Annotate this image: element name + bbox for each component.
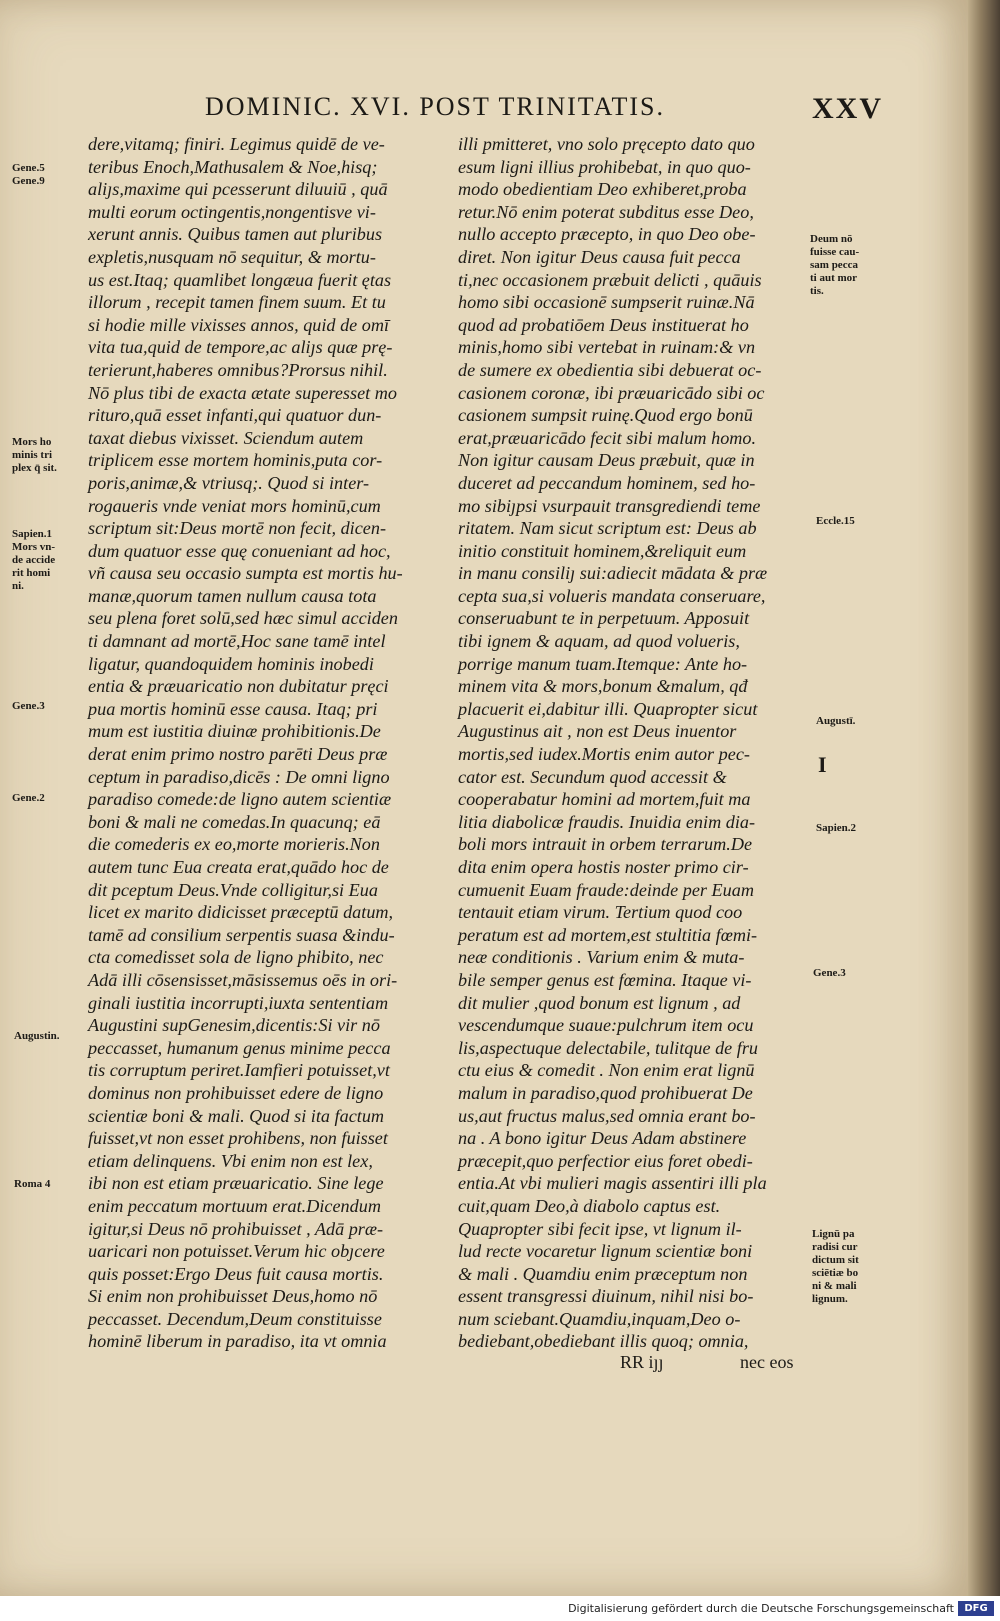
text-line: minem vita & mors,bonum &malum, qđ (458, 676, 748, 697)
text-line: retur.Nō enim poterat subditus esse Deo, (458, 201, 754, 222)
text-line: bediebant,obediebant illis quoq; omnia, (458, 1331, 749, 1352)
text-line: manæ,quorum tamen nullum causa tota (88, 585, 377, 606)
text-line: ti damnant ad mortē,Hoc sane tamē intel (88, 631, 386, 652)
text-line: dum quatuor esse quę conueniant ad hoc, (88, 540, 391, 561)
running-head: DOMINIC. XVI. POST TRINITATIS. (205, 92, 665, 121)
text-line: bile semper genus est fœmina. Itaque vi- (458, 969, 752, 990)
text-line: ceptum in paradiso,dicēs : De omni ligno (88, 766, 390, 787)
text-line: fuisset,vt non esset prohibens, non fuisset (88, 1128, 388, 1149)
margin-note-line: Gene.3 (12, 700, 45, 712)
text-line: peratum est ad mortem,est stultitia fœmi- (458, 924, 758, 945)
text-line: scriptum sit:Deus mortē non fecit, dicen- (88, 518, 387, 539)
margin-note (812, 1228, 859, 1306)
margin-note (816, 822, 856, 835)
margin-note-line: de accide (12, 554, 56, 566)
text-line: seu plena foret solū,sed hæc simul acciden (88, 608, 398, 629)
text-line: peccasset. Decendum,Deum constituisse (88, 1308, 382, 1329)
margin-note (12, 528, 55, 593)
text-line: nullo accepto præcepto, in quo Deo obe- (458, 224, 756, 245)
margin-note-line: fuisse cau- (810, 246, 860, 258)
margin-note (816, 715, 855, 728)
margin-note (14, 1178, 50, 1191)
text-line: ti,nec occasionem præbuit delicti , quāuis (458, 269, 762, 290)
text-line: lis,aspectuque delectabile, tulitque de fru (458, 1037, 759, 1058)
text-line: cumuenit Euam fraude:deinde per Euam (458, 879, 754, 900)
text-line: taxat diebus vixisset. Sciendum autem (88, 427, 364, 448)
margin-note-line: Mors vn- (12, 541, 56, 553)
text-line: teribus Enoch,Mathusalem & Noe,hisq; (88, 156, 378, 177)
text-line: Non igitur causam Deus præbuit, quæ in (458, 450, 755, 471)
text-line: entia & præuaricatio non dubitatur pręci (88, 676, 389, 697)
margin-note-line: Mors ho (12, 436, 52, 448)
footer-credit: Digitalisierung gefördert durch die Deutsche Forschungsgemeinschaft (568, 1602, 954, 1615)
text-line: ritatem. Nam sicut scriptum est: Deus ab (458, 518, 757, 539)
text-line: si hodie mille vixisses annos, quid de omī (88, 314, 390, 335)
text-line: Augustinus ait , non est Deus inuentor (458, 721, 737, 742)
text-line: illorum , recepit tamen finem suum. Et tu (88, 292, 386, 313)
text-line: erat,præuaricādo fecit sibi malum homo. (458, 427, 757, 448)
margin-note-line: ti aut mor (810, 272, 858, 284)
text-line: paradiso comede:de ligno autem scientiæ (88, 789, 392, 810)
text-line: tamē ad consilium serpentis suasa &indu- (88, 924, 395, 945)
margin-note-line: ni. (12, 580, 24, 592)
text-line: mortis,sed iudex.Mortis enim autor pec- (458, 744, 750, 765)
text-line: autem tunc Eua creata erat,quādo hoc de (88, 857, 389, 877)
text-line: rituro,quā esset infanti,qui quatuor dun- (88, 405, 382, 426)
text-line: hominē liberum in paradiso, ita vt omnia (88, 1331, 387, 1352)
margin-note (12, 792, 45, 805)
margin-note (813, 967, 846, 980)
text-line: Adā illi cōsensisset,māsissemus oēs in ori- (88, 969, 398, 990)
right-text-column (458, 133, 808, 1353)
text-line: xerunt annis. Quibus tamen aut pluribus (88, 224, 383, 245)
margin-note (14, 1030, 60, 1043)
dfg-logo: DFG (958, 1601, 994, 1616)
text-line: conseruabunt te in perpetuum. Apposuit (458, 608, 750, 629)
margin-note-line: dictum sit (812, 1254, 859, 1266)
text-line: etiam delinquens. Vbi enim non est lex, (88, 1150, 373, 1171)
margin-note-line: I (818, 752, 827, 777)
text-line: ibi non est etiam præuaricatio. Sine lege (88, 1173, 384, 1194)
text-line: porrige manum tuam.Itemque: Ante ho- (458, 653, 748, 674)
text-line: entia.At vbi mulieri magis assentiri illi pla (458, 1173, 767, 1194)
margin-note-line: Sapien.2 (816, 822, 857, 834)
text-line: quod ad probatiōem Deus instituerat ho (458, 314, 749, 335)
margin-note-line: Roma 4 (14, 1178, 51, 1190)
text-line: litia diabolicæ fraudis. Inuidia enim dia- (458, 811, 756, 832)
text-line: uaricari non potuisset.Verum hic obȷcere (88, 1241, 385, 1262)
margin-note (12, 700, 45, 713)
text-line: boni & mali ne comedas.In quacunq; eā (88, 811, 381, 832)
text-line: dominus non prohibuisset edere de ligno (88, 1082, 384, 1103)
text-line: dere,vitamq; finiri. Legimus quidē de ve- (88, 134, 385, 154)
text-line: duceret ad peccandum hominem, sed ho- (458, 472, 756, 493)
text-line: tibi ignem & aquam, ad quod volueris, (458, 631, 740, 652)
margin-note (12, 436, 57, 475)
text-line: placuerit ei,dabitur illi. Quapropter sicut (458, 698, 758, 719)
text-line: homo sibi occasionē sumpserit ruinæ.Nā (458, 292, 755, 313)
text-line: esum ligni illius prohibebat, in quo quo- (458, 156, 751, 177)
page-edge (968, 0, 1000, 1596)
margin-note-line: Gene.2 (12, 792, 45, 804)
text-line: diret. Non igitur Deus causa fuit pecca (458, 246, 741, 267)
text-line: ginali iustitia incorrupti,iuxta sententiam (88, 992, 389, 1013)
margin-note-line: sciētiæ bo (812, 1267, 859, 1279)
text-line: pua mortis hominū esse causa. Itaq; pri (88, 698, 378, 719)
text-line: & mali . Quamdiu enim præceptum non (458, 1263, 748, 1284)
text-line: de sumere ex obedientia sibi debuerat oc- (458, 359, 762, 380)
text-line: mo sibiȷpsi vsurpauit transgrediendi teme (458, 495, 761, 516)
text-line: igitur,si Deus nō prohibuisset , Adā præ- (88, 1218, 384, 1239)
text-line: illi pmitteret, vno solo pręcepto dato quo (458, 134, 755, 154)
margin-note-line: minis tri (12, 449, 53, 461)
margin-note (818, 752, 827, 777)
text-line: cator est. Secundum quod accessit & (458, 766, 727, 787)
text-line: mum est iustitia diuinæ prohibitionis.De (88, 721, 381, 742)
text-line: lud recte vocaretur lignum scientiæ boni (458, 1241, 753, 1262)
folio-number: XXV (812, 92, 883, 125)
margin-note-line: Eccle.15 (816, 515, 855, 527)
text-line: modo obedientiam Deo exhiberet,proba (458, 179, 747, 200)
text-line: tis corruptum periret.Iamfieri potuisset,vt (88, 1060, 390, 1081)
text-line: derat enim primo nostro parēti Deus præ (88, 744, 388, 765)
text-line: peccasset, humanum genus minime pecca (88, 1037, 391, 1058)
text-line: vñ causa seu occasio sumpta est mortis hu- (88, 563, 403, 584)
text-line: us est.Itaq; quamlibet longæua fuerit ętas (88, 269, 392, 290)
text-line: Augustini supGenesim,dicentis:Si vir nō (88, 1015, 380, 1036)
text-line: præcepit,quo perfectior eius foret obedi- (458, 1150, 753, 1171)
text-line: dit pceptum Deus.Vnde colligitur,si Eua (88, 879, 378, 900)
text-line: expletis,nusquam nō sequitur, & mortu- (88, 246, 376, 267)
text-line: malum in paradiso,quod prohibuerat De (458, 1082, 753, 1103)
text-line: essent transgressi diuinum, nihil nisi bo- (458, 1286, 754, 1307)
margin-note (810, 233, 859, 298)
text-line: Si enim non prohibuisset Deus,homo nō (88, 1286, 378, 1307)
text-line: minis,homo sibi vertebat in ruinam:& vn (458, 337, 756, 358)
margin-note-line: plex q̄ sit. (12, 462, 57, 474)
margin-note-line: Gene.5 (12, 162, 45, 174)
catchword: nec eos (740, 1352, 794, 1372)
text-line: terierunt,haberes omnibus?Prorsus nihil. (88, 359, 388, 380)
margin-note-line: tis. (810, 285, 824, 297)
text-line: quis posset:Ergo Deus fuit causa mortis. (88, 1263, 384, 1284)
margin-note-line: Augustin. (14, 1030, 60, 1042)
margin-note-line: sam pecca (810, 259, 858, 271)
text-line: die comederis ex eo,morte morieris.Non (88, 834, 380, 855)
text-line: triplicem esse mortem hominis,puta cor- (88, 450, 383, 471)
margin-note-line: radisi cur (812, 1241, 858, 1253)
margin-note-line: Deum nō (810, 233, 853, 245)
text-line: dita enim opera hostis noster primo cir- (458, 857, 749, 877)
text-line: Quapropter sibi fecit ipse, vt lignum il- (458, 1218, 742, 1239)
left-text-column (88, 133, 438, 1353)
text-line: rogaueris vnde veniat mors hominū,cum (88, 495, 381, 516)
text-line: cta comedisset sola de ligno phibito, nec (88, 947, 384, 968)
text-line: casionem coronæ, ibi præuaricādo sibi oc (458, 382, 765, 403)
text-line: aliȷs,maxime qui pcesserunt diluuiū , quā (88, 179, 388, 200)
text-line: initio constituit hominem,&reliquit eum (458, 540, 747, 561)
text-line: ctu eius & comedit . Non enim erat lignū (458, 1060, 755, 1081)
margin-note-line: lignum. (812, 1293, 848, 1305)
margin-note-line: Gene.9 (12, 175, 45, 187)
signature-mark: RR iȷȷ (620, 1352, 664, 1372)
margin-note-line: ni & mali (812, 1280, 857, 1292)
text-line: Nō plus tibi de exacta ætate superesset mo (88, 382, 397, 403)
text-line: cepta sua,si volueris mandata conseruare, (458, 585, 766, 606)
text-line: multi eorum octingentis,nongentisve vi- (88, 201, 376, 222)
text-line: tentauit etiam virum. Tertium quod coo (458, 902, 743, 923)
text-line: us,aut fructus malus,sed omnia erant bo- (458, 1105, 756, 1126)
text-line: boli mors intrauit in orbem terrarum.De (458, 834, 753, 855)
margin-note (12, 162, 45, 188)
text-line: cuit,quam Deo,à diabolo captus est. (458, 1195, 721, 1216)
margin-note (816, 515, 855, 528)
margin-note-line: Lignū pa (812, 1228, 855, 1240)
text-line: in manu consiliȷ sui:adiecit mādata & præ (458, 563, 768, 584)
text-line: num sciebant.Quamdiu,inquam,Deo o- (458, 1308, 741, 1329)
text-line: neæ conditionis . Varium enim & muta- (458, 947, 745, 968)
text-line: enim peccatum mortuum erat.Dicendum (88, 1195, 381, 1216)
text-line: licet ex marito didicisset præceptū datum, (88, 902, 394, 923)
text-line: dit mulier ,quod bonum est lignum , ad (458, 992, 741, 1013)
text-line: ligatur, quandoquidem hominis inobedi (88, 653, 374, 674)
text-line: casionem sumpsit ruinę.Quod ergo bonū (458, 405, 753, 426)
margin-note-line: Sapien.1 (12, 528, 53, 540)
text-line: scientiæ boni & mali. Quod si ita factum (88, 1105, 385, 1126)
text-line: vita tua,quid de tempore,ac aliȷs quæ prę- (88, 337, 393, 358)
margin-note-line: Augustī. (816, 715, 856, 727)
text-line: vescendumque suaue:pulchrum item ocu (458, 1015, 754, 1036)
text-line: cooperabatur homini ad mortem,fuit ma (458, 789, 751, 810)
margin-note-line: Gene.3 (813, 967, 846, 979)
text-line: na . A bono igitur Deus Adam abstinere (458, 1128, 747, 1149)
margin-note-line: rit homi (12, 567, 51, 579)
text-line: poris,animæ,& vtriusq;. Quod si inter- (88, 472, 370, 493)
